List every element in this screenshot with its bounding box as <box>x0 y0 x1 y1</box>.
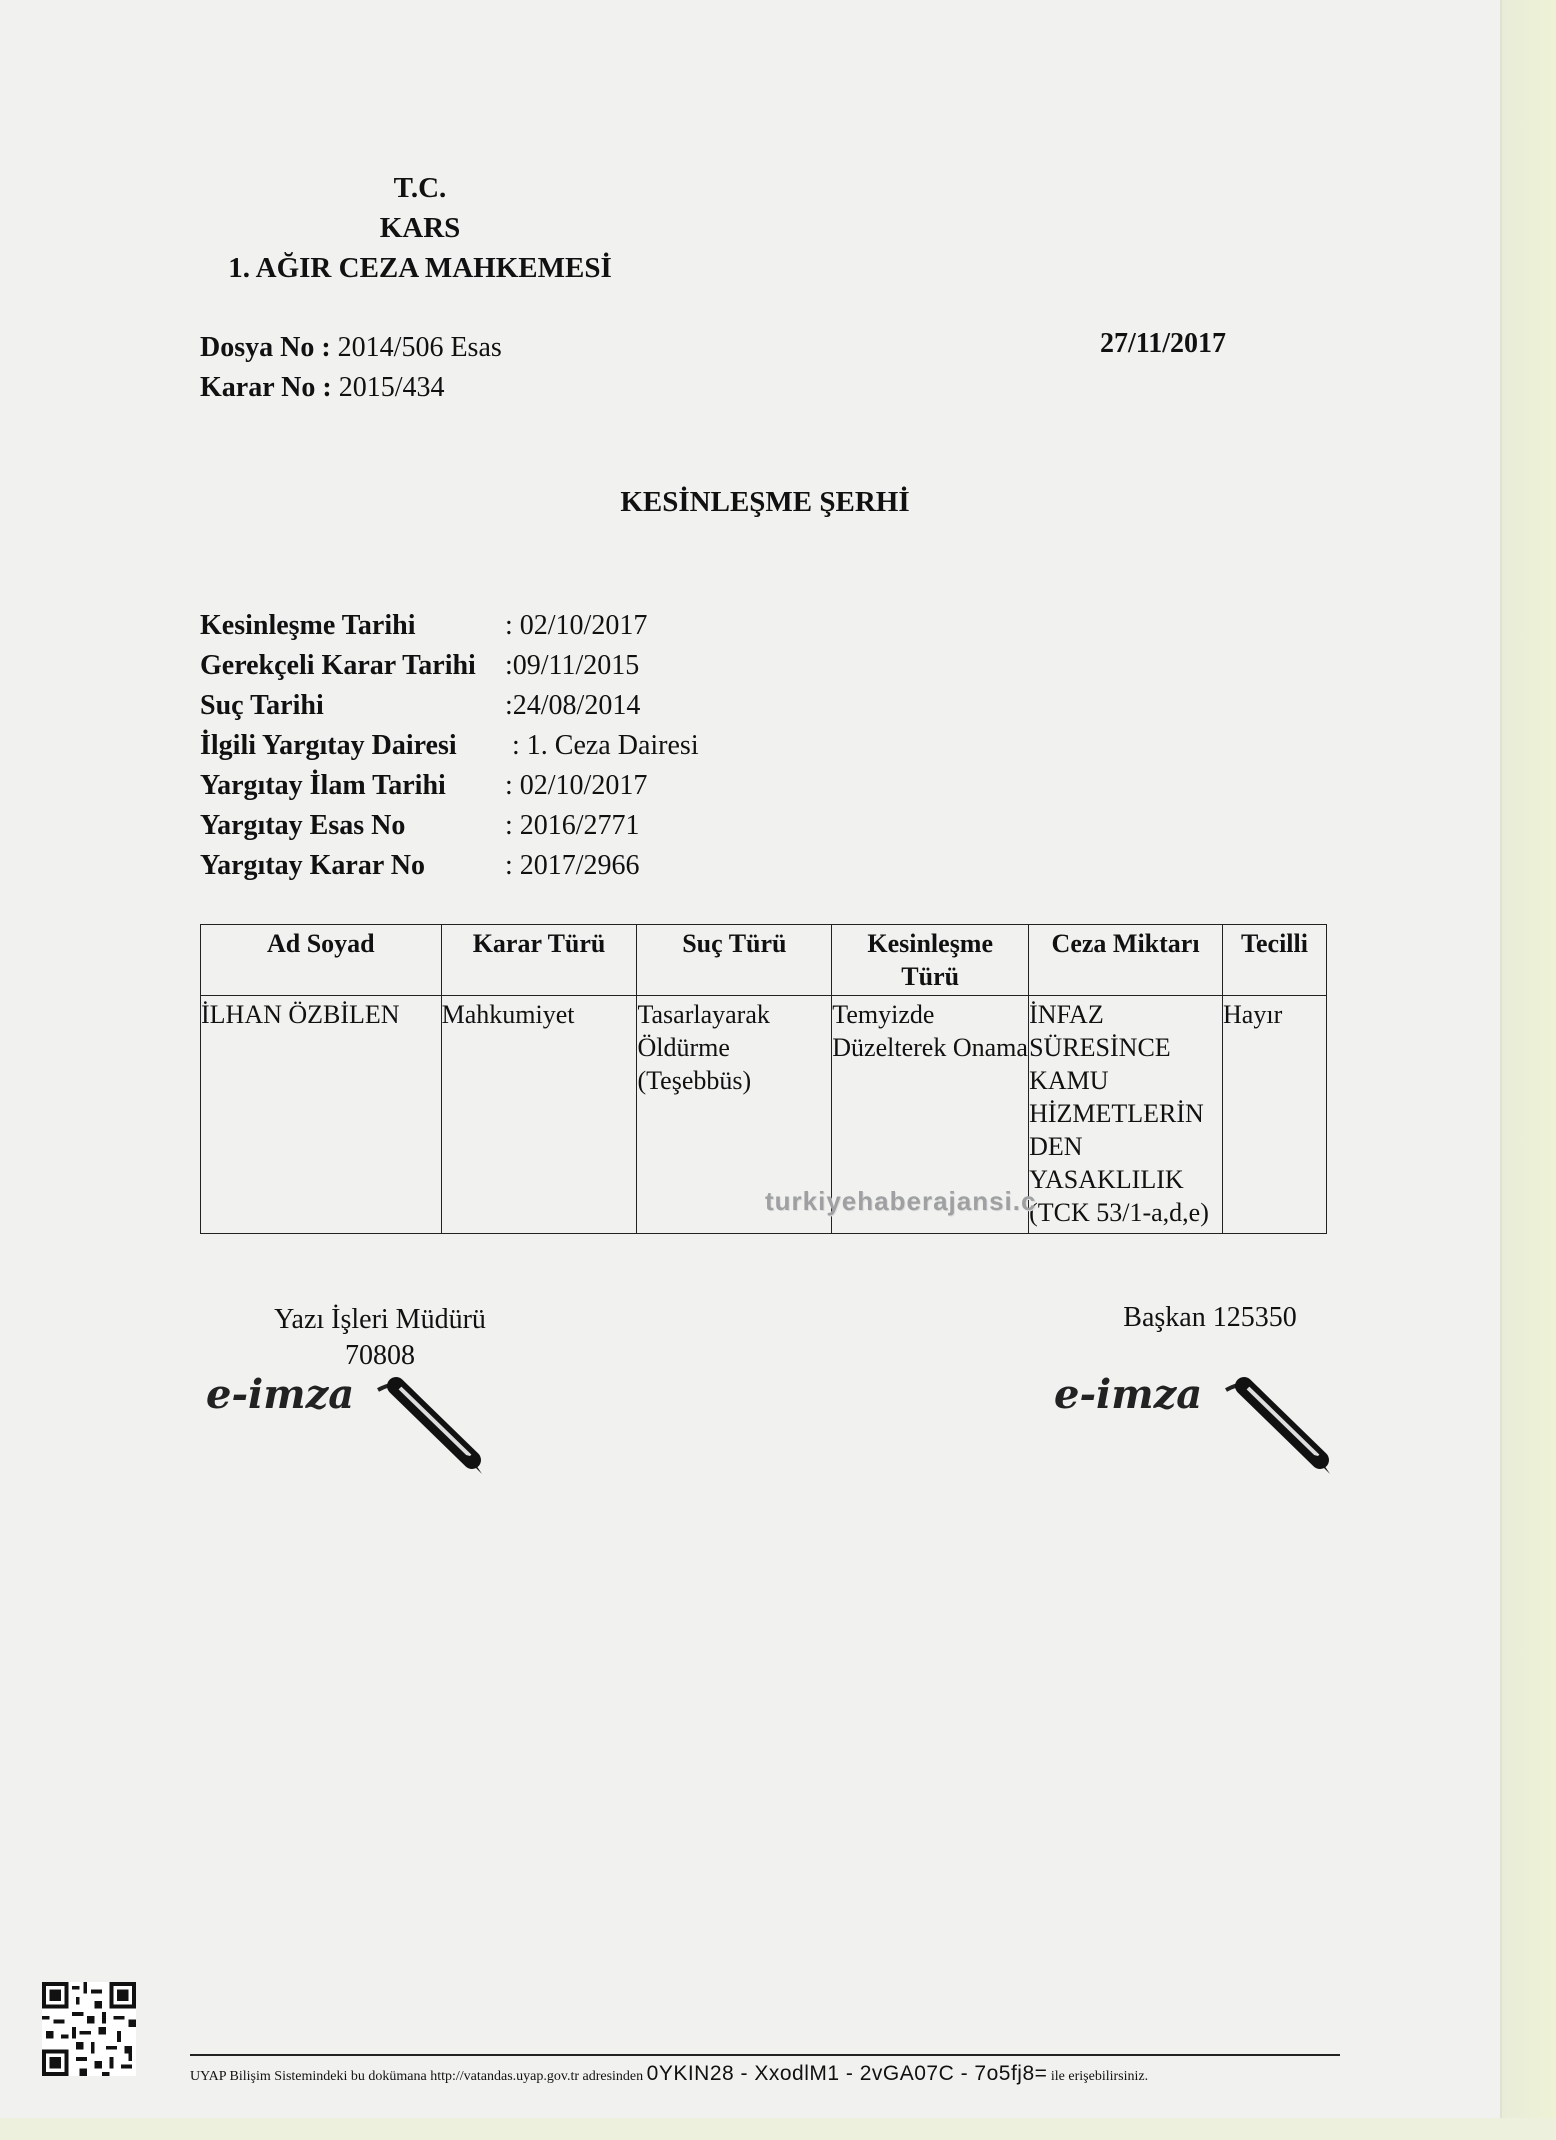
dosya-value: 2014/506 Esas <box>337 332 502 363</box>
column-header-sentence: Ceza Miktarı <box>1029 925 1223 996</box>
field-row <box>200 806 699 846</box>
field-value: :09/11/2015 <box>505 650 640 681</box>
cell-sentence: İNFAZ SÜRESİNCE KAMU HİZMETLERİN DEN YASAKLILIK (TCK 53/1-a,d,e) <box>1029 996 1223 1234</box>
field-row <box>200 766 699 806</box>
karar-label: Karar No : <box>200 372 332 403</box>
qr-code <box>42 1982 136 2076</box>
svg-text:e-imza: e-imza <box>1054 1371 1203 1418</box>
svg-text:e-imza: e-imza <box>206 1371 355 1418</box>
field-label: İlgili Yargıtay Dairesi <box>200 730 457 761</box>
dosya-label: Dosya No : <box>200 332 331 363</box>
footer-suffix: ile erişebilirsiniz. <box>1050 2069 1149 2084</box>
signature-right-title: Başkan 125350 <box>1123 1302 1297 1333</box>
cell-verdict-type: Mahkumiyet <box>441 996 637 1234</box>
scanner-edge <box>1500 0 1556 2140</box>
e-signature-stamp-right <box>1048 1362 1348 1482</box>
signature-left-id: 70808 <box>345 1340 415 1371</box>
field-value: : 2017/2966 <box>505 850 640 881</box>
finality-fields <box>200 606 699 886</box>
cell-finality-type: Temyizde Düzelterek Onama <box>832 996 1029 1234</box>
signature-right <box>1060 1302 1360 1334</box>
column-header-suspended: Tecilli <box>1223 925 1327 996</box>
field-label: Yargıtay Esas No <box>200 810 406 841</box>
field-value: : 02/10/2017 <box>505 610 648 641</box>
field-row <box>200 646 699 686</box>
field-label: Kesinleşme Tarihi <box>200 610 416 641</box>
table-row <box>201 996 1327 1234</box>
footer-divider <box>190 2054 1340 2056</box>
field-value: :24/08/2014 <box>505 690 641 721</box>
field-value: : 2016/2771 <box>505 810 640 841</box>
field-row <box>200 686 699 726</box>
cell-suspended: Hayır <box>1223 996 1327 1234</box>
table-header-row <box>201 925 1327 996</box>
field-row <box>200 726 699 766</box>
column-header-name: Ad Soyad <box>201 925 442 996</box>
column-header-crime-type: Suç Türü <box>637 925 832 996</box>
field-label: Gerekçeli Karar Tarihi <box>200 650 476 681</box>
watermark: turkiyehaberajansi.c <box>765 1186 1037 1216</box>
field-label: Yargıtay İlam Tarihi <box>200 770 446 801</box>
column-header-verdict-type: Karar Türü <box>441 925 637 996</box>
karar-value: 2015/434 <box>338 372 445 403</box>
signature-left-title: Yazı İşleri Müdürü <box>274 1304 486 1335</box>
e-signature-stamp-left <box>200 1362 500 1482</box>
field-value: : 02/10/2017 <box>505 770 648 801</box>
footer-access-code: 0YKIN28 - XxodlM1 - 2vGA07C - 7o5fj8= <box>646 2062 1048 2085</box>
footer-prefix: UYAP Bilişim Sistemindeki bu dokümana http://vatandas.uyap.gov.tr adresinden <box>190 2069 644 2084</box>
court-header <box>200 168 640 288</box>
field-label: Suç Tarihi <box>200 690 324 721</box>
column-header-finality-type: Kesinleşme Türü <box>832 925 1029 996</box>
document-title: KESİNLEŞME ŞERHİ <box>620 486 910 518</box>
scanner-bottom-edge <box>0 2118 1556 2140</box>
field-row <box>200 846 699 886</box>
cell-name: İLHAN ÖZBİLEN <box>201 996 442 1234</box>
field-label: Yargıtay Karar No <box>200 850 425 881</box>
verdict-table <box>200 924 1327 1234</box>
case-numbers <box>200 328 502 408</box>
cell-crime-type: Tasarlayarak Öldürme (Teşebbüs) <box>637 996 832 1234</box>
header-court: 1. AĞIR CEZA MAHKEMESİ <box>228 252 612 284</box>
field-row <box>200 606 699 646</box>
header-tc: T.C. <box>393 172 447 204</box>
field-value: : 1. Ceza Dairesi <box>505 730 699 761</box>
document-date: 27/11/2017 <box>1100 328 1227 359</box>
header-city: KARS <box>379 212 461 244</box>
uyap-footer <box>190 2062 1350 2086</box>
